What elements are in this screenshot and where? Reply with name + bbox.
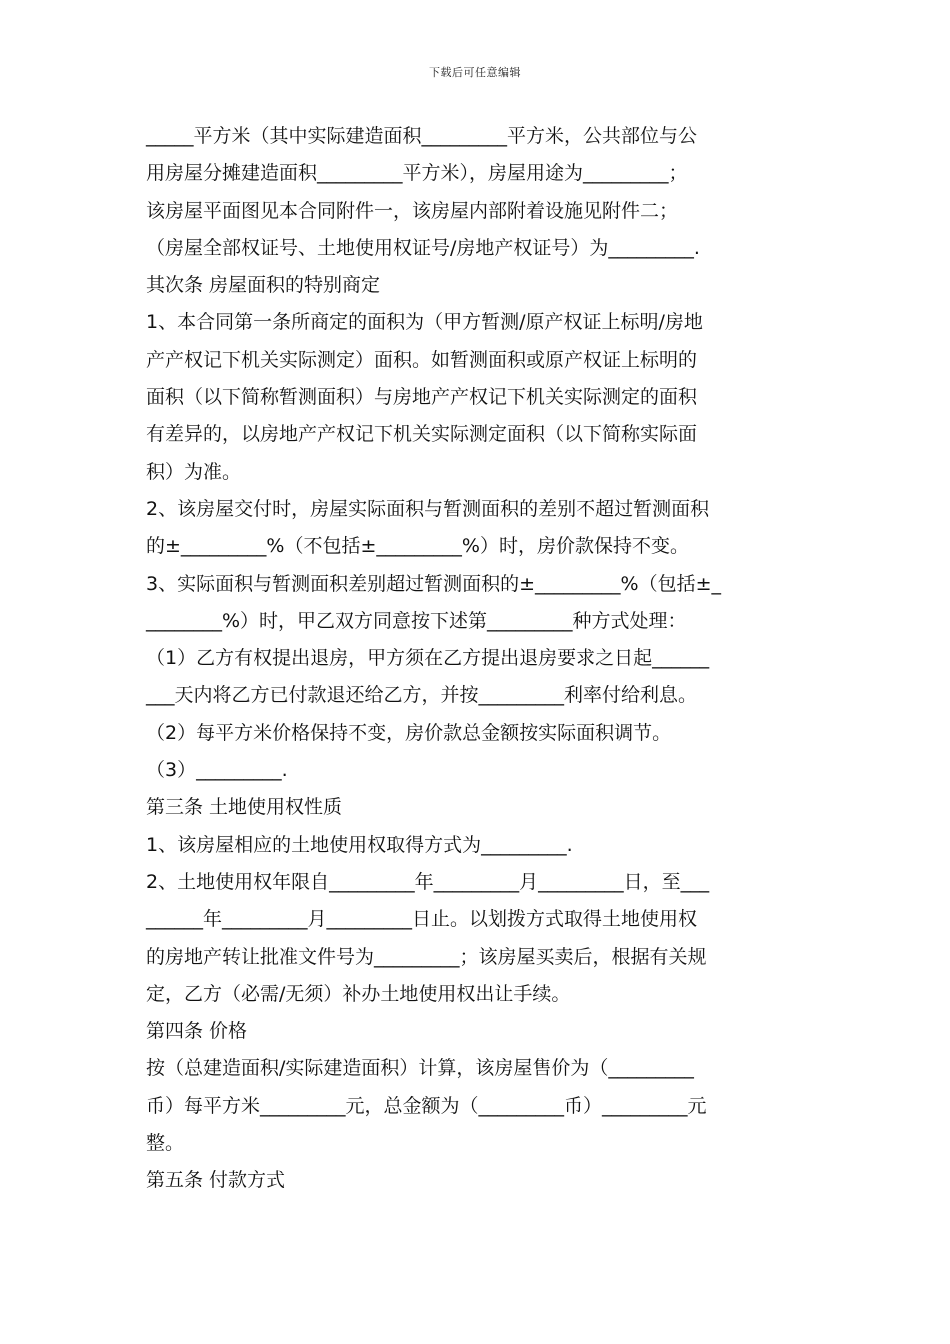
text-line: 有差异的，以房地产产权记下机关实际测定面积（以下简称实际面 xyxy=(146,423,698,446)
text-line: 1、该房屋相应的土地使用权取得方式为_________. xyxy=(146,833,573,856)
text-line: 的±_________%（不包括±_________%）时，房价款保持不变。 xyxy=(146,535,689,558)
text-line: 定，乙方（必需/无须）补办土地使用权出让手续。 xyxy=(146,982,571,1005)
text-line: （2）每平方米价格保持不变，房价款总金额按实际面积调节。 xyxy=(146,721,672,744)
text-line: 的房地产转让批准文件号为_________；该房屋买卖后，根据有关规 xyxy=(146,945,707,968)
text-line: 面积（以下简称暂测面积）与房地产产权记下机关实际测定的面积 xyxy=(146,386,698,409)
text-line: 2、该房屋交付时，房屋实际面积与暂测面积的差别不超过暂测面积 xyxy=(146,497,710,520)
page-header: 下载后可任意编辑 xyxy=(429,66,521,79)
text-line: （3）_________. xyxy=(146,759,288,782)
text-line: 积）为准。 xyxy=(146,460,242,483)
text-line: ______年_________月_________日止。以划拨方式取得土地使用权 xyxy=(146,908,698,931)
section-heading-5: 第五条 付款方式 xyxy=(146,1169,286,1192)
text-line: 2、土地使用权年限自_________年_________月_________日，至___ xyxy=(146,870,710,893)
text-line: 该房屋平面图见本合同附件一，该房屋内部附着设施见附件二； xyxy=(146,199,679,222)
text-line: （房屋全部权证号、土地使用权证号/房地产权证号）为_________. xyxy=(146,236,700,259)
contract-body xyxy=(146,118,816,1200)
text-line: 3、实际面积与暂测面积差别超过暂测面积的±_________%（包括±_ xyxy=(146,572,721,595)
text-line: 按（总建造面积/实际建造面积）计算，该房屋售价为（_________ xyxy=(146,1057,694,1080)
text-line: ___天内将乙方已付款退还给乙方，并按_________利率付给利息。 xyxy=(146,684,698,707)
text-line: 产产权记下机关实际测定）面积。如暂测面积或原产权证上标明的 xyxy=(146,348,698,371)
section-heading-3: 第三条 土地使用权性质 xyxy=(146,796,343,819)
section-heading-2: 其次条 房屋面积的特别商定 xyxy=(146,274,381,297)
text-line: _____平方米（其中实际建造面积_________平方米，公共部位与公 xyxy=(146,125,698,147)
section-heading-4: 第四条 价格 xyxy=(146,1020,248,1043)
text-line: （1）乙方有权提出退房，甲方须在乙方提出退房要求之日起______ xyxy=(146,647,710,670)
text-line: ________%）时，甲乙双方同意按下述第_________种方式处理： xyxy=(146,609,687,632)
text-line: 币）每平方米_________元，总金额为（_________币）_________元 xyxy=(146,1094,707,1117)
text-line: 1、本合同第一条所商定的面积为（甲方暂测/原产权证上标明/房地 xyxy=(146,311,703,334)
text-line: 用房屋分摊建造面积_________平方米），房屋用途为_________； xyxy=(146,162,688,185)
text-line: 整。 xyxy=(146,1132,185,1155)
